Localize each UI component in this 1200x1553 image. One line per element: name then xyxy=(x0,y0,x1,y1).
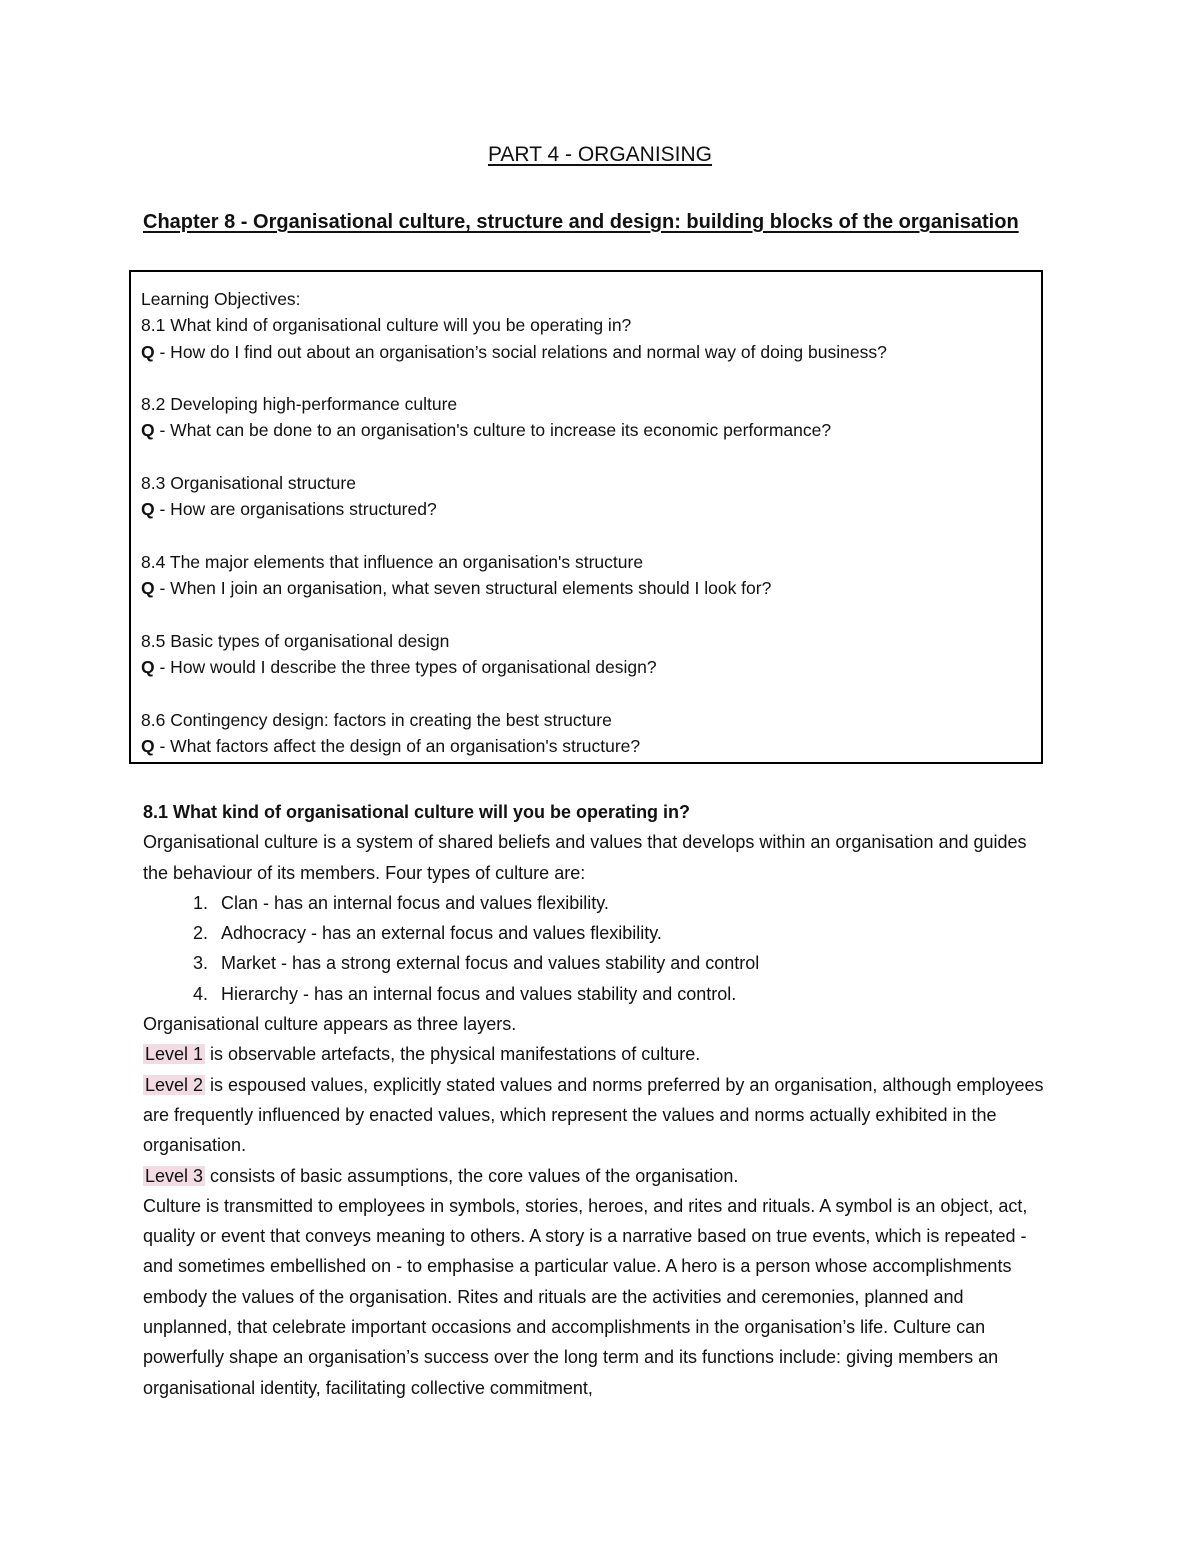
objective-title: 8.3 Organisational structure xyxy=(141,473,356,494)
objective-question xyxy=(141,417,1031,443)
objective-title: 8.1 What kind of organisational culture will you be operating in? xyxy=(141,315,632,336)
level-paragraph xyxy=(143,1161,1053,1191)
section-heading: 8.1 What kind of organisational culture will you be operating in? xyxy=(143,802,691,822)
culture-definition-paragraph: Organisational culture is a system of shared beliefs and values that develops within an organisation and guides the behaviour of its members. Four types of culture are: xyxy=(143,832,1027,883)
objective-title: 8.4 The major elements that influence an organisation's structure xyxy=(141,551,644,572)
list-item: 3. Market - has a strong external focus and values stability and control xyxy=(213,948,1053,978)
objective-group-8-6 xyxy=(141,707,1031,760)
level-description: consists of basic assumptions, the core values of the organisation. xyxy=(205,1165,739,1186)
objective-group-8-5 xyxy=(141,628,1031,681)
objective-group-8-2 xyxy=(141,391,1031,444)
level-paragraph xyxy=(143,1039,1053,1069)
question-prefix: Q xyxy=(141,420,155,441)
level-paragraph xyxy=(143,1070,1053,1161)
level-highlight: Level 1 xyxy=(145,1044,204,1065)
objective-title: 8.5 Basic types of organisational design xyxy=(141,630,450,651)
question-prefix: Q xyxy=(141,341,155,362)
learning-objectives-heading: Learning Objectives: xyxy=(141,289,301,309)
objective-question xyxy=(141,496,1031,522)
question-prefix: Q xyxy=(141,578,155,599)
question-text: - When I join an organisation, what seven structural elements should I look for? xyxy=(154,578,772,599)
culture-types-list xyxy=(143,888,1053,1009)
question-prefix: Q xyxy=(141,499,155,520)
question-prefix: Q xyxy=(141,736,155,757)
question-text: - What can be done to an organisation's culture to increase its economic performance? xyxy=(154,420,832,441)
list-item: 4. Hierarchy - has an internal focus and values stability and control. xyxy=(213,979,1053,1009)
objective-question xyxy=(141,733,1031,759)
question-text: - How would I describe the three types of organisational design? xyxy=(154,657,657,678)
section-8-1-body xyxy=(143,797,1053,1403)
level-highlight: Level 3 xyxy=(145,1165,204,1186)
level-description: is espoused values, explicitly stated values and norms preferred by an organisation, although employees are frequently influenced by enacted values, which represent the values and norms actually exhibited in the organisation. xyxy=(143,1074,1044,1156)
objective-group-8-3 xyxy=(141,470,1031,523)
part-title: PART 4 - ORGANISING xyxy=(487,143,713,166)
question-text: - How do I find out about an organisation’s social relations and normal way of doing business? xyxy=(154,341,887,362)
question-text: - What factors affect the design of an organisation's structure? xyxy=(154,736,641,757)
list-item: 1. Clan - has an internal focus and values flexibility. xyxy=(213,888,1053,918)
objective-question xyxy=(141,575,1031,601)
culture-transmission-paragraph: Culture is transmitted to employees in symbols, stories, heroes, and rites and rituals. A symbol is an object, act, quality or event that conveys meaning to others. A story is a narrative based on true events, which is repeated - and sometimes embellished on - to emphasise a particular value. A hero is a person whose accomplishments embody the values of the organisation. Rites and rituals are the activities and ceremonies, planned and unplanned, that celebrate important occasions and accomplishments in the organisation’s life. Culture can powerfully shape an organisation’s success over the long term and its functions include: giving members an organisational identity, facilitating collective commitment, xyxy=(143,1195,1028,1398)
learning-objectives-box xyxy=(129,270,1043,764)
objective-group-8-1 xyxy=(141,312,1031,365)
question-text: - How are organisations structured? xyxy=(154,499,437,520)
objective-question xyxy=(141,654,1031,680)
objective-title: 8.6 Contingency design: factors in creating the best structure xyxy=(141,709,612,730)
objective-group-8-4 xyxy=(141,549,1031,602)
list-item: 2. Adhocracy - has an external focus and values flexibility. xyxy=(213,918,1053,948)
layers-intro: Organisational culture appears as three layers. xyxy=(143,1014,517,1035)
level-highlight: Level 2 xyxy=(145,1074,204,1095)
chapter-title: Chapter 8 - Organisational culture, structure and design: building blocks of the organisation xyxy=(143,211,1019,233)
objective-title: 8.2 Developing high-performance culture xyxy=(141,394,458,415)
objective-question xyxy=(141,339,1031,365)
level-description: is observable artefacts, the physical manifestations of culture. xyxy=(205,1044,701,1065)
question-prefix: Q xyxy=(141,657,155,678)
